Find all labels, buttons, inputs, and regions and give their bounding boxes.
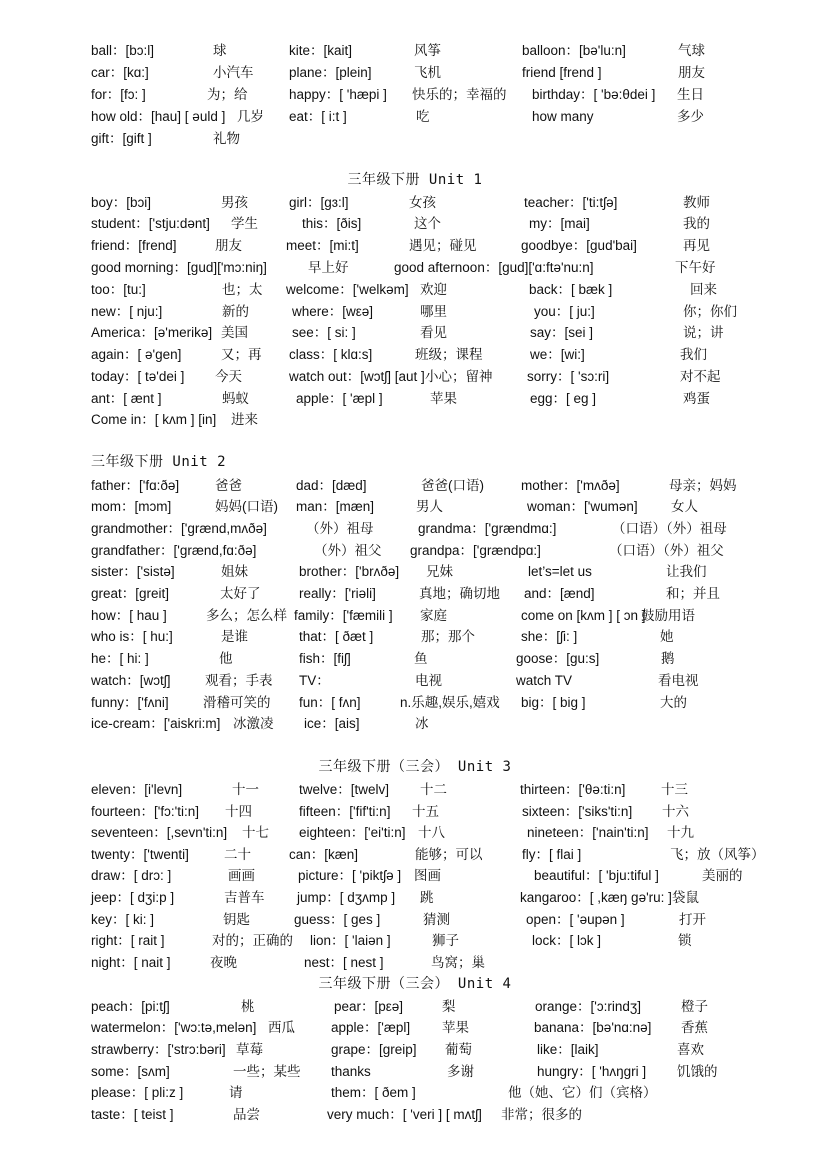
vocab-row — [0, 1018, 830, 1038]
chinese-meaning: 吃 — [416, 109, 430, 124]
unit-heading: 三年级下册（三会） Unit 3 — [318, 759, 512, 775]
chinese-meaning: 西瓜 — [268, 1020, 295, 1035]
vocab-row — [0, 41, 830, 61]
english-word-kangaroo-k-g-ru: kangaroo：[ ,kæŋ gə'ru: ] — [520, 890, 672, 905]
chinese-meaning: 十三 — [661, 782, 688, 797]
vocab-row — [0, 802, 830, 822]
chinese-meaning: 飞；放（风筝） — [670, 847, 765, 862]
chinese-meaning: 十四 — [225, 804, 252, 819]
chinese-meaning: 吉普车 — [224, 890, 265, 905]
vocab-row — [0, 845, 830, 865]
chinese-meaning: 球 — [213, 43, 227, 58]
english-word-welcome-welk-m: welcome：['welkəm] — [286, 282, 409, 297]
english-word-come-in-k-m-in: Come in：[ kʌm ] [in] — [91, 412, 217, 427]
chinese-meaning: 母亲；妈妈 — [669, 478, 737, 493]
english-word-apple-pl: apple：[ 'æpl ] — [296, 391, 383, 406]
english-word-eleven-i-levn: eleven：[i'levn] — [91, 782, 183, 797]
english-word-key-ki: key：[ ki: ] — [91, 912, 155, 927]
chinese-meaning: 真地；确切地 — [419, 586, 500, 601]
vocab-row — [0, 1040, 830, 1060]
english-word-goose-gu-s: goose：[gu:s] — [516, 651, 600, 666]
english-word-banana-b-n-n: banana：[bə'nɑ:nə] — [534, 1020, 652, 1035]
english-word-friend-frend: friend：[frend] — [91, 238, 177, 253]
chinese-meaning: 图画 — [414, 868, 441, 883]
english-word-friend-frend: friend [frend ] — [522, 65, 602, 80]
chinese-meaning: （口语）（外）祖父 — [609, 543, 724, 558]
english-word-grandpa-gr-ndp: grandpa：['grændpɑ:] — [410, 543, 541, 558]
english-word-guess-ges: guess：[ ges ] — [294, 912, 381, 927]
chinese-meaning: 姐妹 — [221, 564, 248, 579]
chinese-meaning: 欢迎 — [420, 282, 447, 297]
chinese-meaning: 夜晚 — [210, 955, 237, 970]
english-word-grandma-gr-ndm: grandma：['grændmɑ:] — [418, 521, 557, 536]
chinese-meaning: 喜欢 — [677, 1042, 704, 1057]
english-word-happy-h-pi: happy：[ 'hæpi ] — [289, 87, 387, 102]
chinese-meaning: 今天 — [215, 369, 242, 384]
chinese-meaning: 饥饿的 — [677, 1064, 718, 1079]
english-word-for-f: for：[fɔ: ] — [91, 87, 146, 102]
english-word-father-f: father：['fɑ:ðə] — [91, 478, 180, 493]
chinese-meaning: 男孩 — [221, 195, 248, 210]
unit-heading: 三年级下册 Unit 1 — [347, 172, 483, 188]
chinese-meaning: 哪里 — [420, 304, 447, 319]
english-word-fifteen-fif-ti-n: fifteen：['fif'ti:n] — [299, 804, 391, 819]
chinese-meaning: 苹果 — [430, 391, 457, 406]
chinese-meaning: 回来 — [690, 282, 717, 297]
english-word-twelve-twelv: twelve：[twelv] — [299, 782, 390, 797]
chinese-meaning: 能够；可以 — [415, 847, 483, 862]
english-word-right-rait: right：[ rait ] — [91, 933, 165, 948]
vocab-row — [0, 1105, 830, 1125]
english-word-funny-f-ni: funny：['fʌni] — [91, 695, 169, 710]
chinese-meaning: 画画 — [228, 868, 255, 883]
english-word-my-mai: my：[mai] — [529, 216, 590, 231]
english-word-eat-i-t: eat：[ i:t ] — [289, 109, 347, 124]
english-word-grandmother-gr-nd-m: grandmother：['grænd,mʌðə] — [91, 521, 267, 536]
chinese-meaning: 快乐的；幸福的 — [412, 87, 507, 102]
chinese-meaning: 二十 — [224, 847, 251, 862]
english-word-man-m-n: man：[mæn] — [296, 499, 375, 514]
chinese-meaning: 苹果 — [442, 1020, 469, 1035]
chinese-meaning: 冰 — [415, 716, 429, 731]
chinese-meaning: 美丽的 — [702, 868, 743, 883]
english-word-today-t-dei: today：[ tə'dei ] — [91, 369, 185, 384]
english-word-watch-tv: watch TV — [516, 673, 573, 688]
vocab-row — [0, 780, 830, 800]
english-word-gift-gift: gift：[gift ] — [91, 131, 152, 146]
chinese-meaning: 多么；怎么样 — [206, 608, 287, 623]
english-word-say-sei: say：[sei ] — [530, 325, 594, 340]
english-word-kite-kait: kite：[kait] — [289, 43, 353, 58]
chinese-meaning: 生日 — [677, 87, 704, 102]
english-word-good-afternoon-gud-ft-nu-n: good afternoon：[gud]['ɑ:ftə'nu:n] — [394, 260, 594, 275]
vocab-row — [0, 866, 830, 886]
english-word-car-k: car：[kɑ:] — [91, 65, 149, 80]
english-word-class-kl-s: class：[ klɑ:s] — [289, 347, 373, 362]
chinese-meaning: 冰激凌 — [233, 716, 274, 731]
english-word-taste-teist: taste：[ teist ] — [91, 1107, 174, 1122]
english-word-lock-l-k: lock：[ lɔk ] — [532, 933, 602, 948]
chinese-meaning: 桃 — [241, 999, 255, 1014]
chinese-meaning: 朋友 — [678, 65, 705, 80]
vocab-row — [0, 562, 830, 582]
chinese-meaning: 朋友 — [215, 238, 242, 253]
chinese-meaning: 遇见；碰见 — [409, 238, 477, 253]
chinese-meaning: 她 — [660, 629, 674, 644]
english-word-brother-br: brother：['brʌðə] — [299, 564, 400, 579]
english-word-watermelon-w-t-mel-n: watermelon：['wɔ:tə,melən] — [91, 1020, 257, 1035]
chinese-meaning: 梨 — [442, 999, 456, 1014]
chinese-meaning: 班级；课程 — [415, 347, 483, 362]
english-word-open-up-n: open：[ 'əupən ] — [526, 912, 625, 927]
chinese-meaning: 教师 — [683, 195, 710, 210]
english-word-this-is: this：[ðis] — [302, 216, 362, 231]
english-word-fish-fi: fish：[fiʃ] — [299, 651, 351, 666]
chinese-meaning: 看见 — [420, 325, 447, 340]
chinese-meaning: 是谁 — [221, 629, 248, 644]
english-word-like-laik: like：[laik] — [537, 1042, 599, 1057]
english-word-picture-pikt: picture：[ 'piktʃə ] — [298, 868, 402, 883]
english-word-thirteen-ti-n: thirteen：['θə:ti:n] — [520, 782, 626, 797]
chinese-meaning: 学生 — [231, 216, 258, 231]
english-word-ant-nt: ant：[ ænt ] — [91, 391, 162, 406]
chinese-meaning: 葡萄 — [445, 1042, 472, 1057]
english-word-america-merik: America：[ə'merikə] — [91, 325, 213, 340]
chinese-meaning: 妈妈(口语) — [215, 499, 278, 514]
chinese-meaning: 钥匙 — [223, 912, 250, 927]
chinese-meaning: 说；讲 — [683, 325, 724, 340]
chinese-meaning: 多谢 — [447, 1064, 474, 1079]
chinese-meaning: 小心；留神 — [425, 369, 493, 384]
english-word-who-is-hu: who is：[ hu:] — [91, 629, 173, 644]
vocab-row — [0, 476, 830, 496]
chinese-meaning: 非常；很多的 — [501, 1107, 582, 1122]
chinese-meaning: 那；那个 — [421, 629, 475, 644]
chinese-meaning: 对不起 — [680, 369, 721, 384]
english-word-new-nju: new：[ nju:] — [91, 304, 163, 319]
vocab-row — [0, 541, 830, 561]
chinese-meaning: 这个 — [414, 216, 441, 231]
vocab-row — [0, 823, 830, 843]
english-word-plane-plein: plane：[plein] — [289, 65, 372, 80]
english-word-fly-flai: fly：[ flai ] — [522, 847, 582, 862]
english-word-how-old-hau-uld: how old：[hau] [ əuld ] — [91, 109, 226, 124]
english-word-teacher-ti-t: teacher：['ti:tʃə] — [524, 195, 618, 210]
english-word-balloon-b-lu-n: balloon：[bə'lu:n] — [522, 43, 626, 58]
chinese-meaning: 为；给 — [207, 87, 248, 102]
chinese-meaning: 狮子 — [432, 933, 459, 948]
vocab-row — [0, 627, 830, 647]
chinese-meaning: 蚂蚁 — [222, 391, 249, 406]
chinese-meaning: 女人 — [671, 499, 698, 514]
vocab-row — [0, 997, 830, 1017]
english-word-peach-pi-t: peach：[pi:tʃ] — [91, 999, 170, 1014]
english-word-where-w: where：[wεə] — [292, 304, 374, 319]
chinese-meaning: 我们 — [680, 347, 707, 362]
vocab-row — [0, 519, 830, 539]
english-word-beautiful-bju-tiful: beautiful：[ 'bju:tiful ] — [534, 868, 659, 883]
chinese-meaning: 十五 — [412, 804, 439, 819]
english-word-apple-pl: apple：['æpl] — [331, 1020, 411, 1035]
english-word-fourteen-f-ti-n: fourteen：['fɔ:'ti:n] — [91, 804, 199, 819]
english-word-family-f-mili: family：['fæmili ] — [294, 608, 393, 623]
vocab-row — [0, 693, 830, 713]
english-word-fun-f-n: fun：[ fʌn] — [299, 695, 361, 710]
chinese-meaning: 他 — [219, 651, 233, 666]
english-word-some-s-m: some：[sʌm] — [91, 1064, 170, 1079]
chinese-meaning: 大的 — [660, 695, 687, 710]
chinese-meaning: 十八 — [418, 825, 445, 840]
english-word-too-tu: too：[tu:] — [91, 282, 146, 297]
english-word-strawberry-str-b-ri: strawberry：['strɔ:bəri] — [91, 1042, 226, 1057]
vocab-row — [0, 953, 830, 973]
english-word-and-nd: and：[ænd] — [524, 586, 595, 601]
chinese-meaning: 进来 — [231, 412, 258, 427]
english-word-pear-p: pear：[pεə] — [334, 999, 404, 1014]
english-word-we-wi: we：[wi:] — [530, 347, 585, 362]
vocab-row — [0, 258, 830, 278]
chinese-meaning: 气球 — [678, 43, 705, 58]
english-word-good-morning-gud-m-ni: good morning：[gud]['mɔ:niŋ] — [91, 260, 267, 275]
chinese-meaning: 多少 — [677, 109, 704, 124]
vocab-row — [0, 1083, 830, 1103]
chinese-meaning: 对的；正确的 — [212, 933, 293, 948]
chinese-meaning: 家庭 — [420, 608, 447, 623]
vocab-row — [0, 107, 830, 127]
vocab-row — [0, 193, 830, 213]
english-word-please-pli-z: please：[ pli:z ] — [91, 1085, 184, 1100]
english-word-boy-b-i: boy：[bɔi] — [91, 195, 152, 210]
chinese-meaning: 请 — [229, 1085, 243, 1100]
vocab-row — [0, 714, 830, 734]
chinese-meaning: 又；再 — [221, 347, 262, 362]
chinese-meaning: 十七 — [242, 825, 269, 840]
vocab-row — [0, 214, 830, 234]
chinese-meaning: 草莓 — [236, 1042, 263, 1057]
chinese-meaning: 小汽车 — [213, 65, 254, 80]
english-word-orange-rind: orange：['ɔ:rindʒ] — [535, 999, 641, 1014]
chinese-meaning: 品尝 — [233, 1107, 260, 1122]
chinese-meaning: 飞机 — [414, 65, 441, 80]
english-word-she-i: she：[ʃi: ] — [521, 629, 578, 644]
chinese-meaning: 鱼 — [414, 651, 428, 666]
vocab-row — [0, 236, 830, 256]
english-word-watch-out-w-t-aut: watch out：[wɔtʃ] [aut ] — [289, 369, 425, 384]
chinese-meaning: 观看；手表 — [205, 673, 273, 688]
english-word-how-hau: how：[ hau ] — [91, 608, 167, 623]
english-word-back-b-k: back：[ bæk ] — [529, 282, 613, 297]
english-word-you-ju: you：[ ju:] — [534, 304, 595, 319]
chinese-meaning: 看电视 — [658, 673, 699, 688]
english-word-ice-ais: ice：[ais] — [304, 716, 360, 731]
chinese-meaning: 风筝 — [414, 43, 441, 58]
english-word-tv: TV： — [299, 673, 330, 688]
chinese-meaning: 也；太 — [222, 282, 263, 297]
chinese-meaning: 男人 — [416, 499, 443, 514]
english-word-jump-d-mp: jump：[ dʒʌmp ] — [297, 890, 396, 905]
chinese-meaning: 兄妹 — [426, 564, 453, 579]
english-word-egg-eg: egg：[ eg ] — [530, 391, 597, 406]
english-word-girl-g-l: girl：[gɜ:l] — [289, 195, 349, 210]
english-word-great-greit: great：[greit] — [91, 586, 170, 601]
english-word-goodbye-gud-bai: goodbye：[gud'bai] — [521, 238, 637, 253]
english-word-see-si: see：[ si: ] — [292, 325, 356, 340]
vocab-row — [0, 367, 830, 387]
chinese-meaning: 几岁 — [237, 109, 264, 124]
chinese-meaning: 鼓励用语 — [641, 608, 695, 623]
chinese-meaning: 猜测 — [423, 912, 450, 927]
english-word-seventeen-sevn-ti-n: seventeen：[,sevn'ti:n] — [91, 825, 228, 840]
vocab-row — [0, 1062, 830, 1082]
chinese-meaning: 锁 — [678, 933, 692, 948]
chinese-meaning: 再见 — [683, 238, 710, 253]
vocab-row — [0, 931, 830, 951]
chinese-meaning: 打开 — [679, 912, 706, 927]
chinese-meaning: 十六 — [662, 804, 689, 819]
english-word-hungry-h-gri: hungry：[ 'hʌŋgri ] — [537, 1064, 647, 1079]
chinese-meaning: 我的 — [683, 216, 710, 231]
chinese-meaning: 礼物 — [213, 131, 240, 146]
english-word-nineteen-nain-ti-n: nineteen：['nain'ti:n] — [527, 825, 649, 840]
english-word-thanks: thanks — [331, 1064, 371, 1079]
chinese-meaning: 和；并且 — [666, 586, 720, 601]
chinese-meaning: 橙子 — [681, 999, 708, 1014]
english-word-come-on-k-m-n: come on [kʌm ] [ ɔn ] — [521, 608, 646, 623]
english-word-draw-dr: draw：[ drɔ: ] — [91, 868, 172, 883]
english-word-student-stju-d-nt: student：['stju:dənt] — [91, 216, 210, 231]
chinese-meaning: 爸爸(口语) — [421, 478, 484, 493]
unit-heading: 三年级下册（三会） Unit 4 — [318, 976, 512, 992]
chinese-meaning: 女孩 — [409, 195, 436, 210]
vocab-row — [0, 302, 830, 322]
chinese-meaning: （口语）（外）祖母 — [612, 521, 727, 536]
chinese-meaning: 美国 — [221, 325, 248, 340]
vocab-row — [0, 345, 830, 365]
chinese-meaning: （外）祖母 — [306, 521, 374, 536]
english-word-meet-mi-t: meet：[mi:t] — [286, 238, 359, 253]
english-word-sixteen-siks-ti-n: sixteen：['siks'ti:n] — [522, 804, 633, 819]
english-word-really-ri-li: really：['riəli] — [299, 586, 376, 601]
english-word-he-hi: he：[ hi: ] — [91, 651, 149, 666]
vocab-row — [0, 497, 830, 517]
english-word-grape-greip: grape：[greip] — [331, 1042, 417, 1057]
chinese-meaning: 十一 — [232, 782, 259, 797]
chinese-meaning: 十二 — [420, 782, 447, 797]
vocab-row — [0, 389, 830, 409]
chinese-meaning: 鸡蛋 — [683, 391, 710, 406]
english-word-jeep-d-i-p: jeep：[ dʒi:p ] — [91, 890, 175, 905]
english-word-ball-b-l: ball：[bɔ:l] — [91, 43, 155, 58]
chinese-meaning: 新的 — [222, 304, 249, 319]
chinese-meaning: 鹅 — [661, 651, 675, 666]
vocab-row — [0, 323, 830, 343]
chinese-meaning: 香蕉 — [681, 1020, 708, 1035]
chinese-meaning: 太好了 — [220, 586, 261, 601]
chinese-meaning: 你；你们 — [683, 304, 737, 319]
vocab-row — [0, 280, 830, 300]
unit-heading: 三年级下册 Unit 2 — [91, 454, 227, 470]
vocab-row — [0, 129, 830, 149]
english-word-eighteen-ei-ti-n: eighteen：['ei'ti:n] — [299, 825, 406, 840]
english-word-mother-m: mother：['mʌðə] — [521, 478, 620, 493]
english-word-mom-m-m: mom：[mɔm] — [91, 499, 172, 514]
chinese-meaning: 爸爸 — [215, 478, 242, 493]
vocab-row — [0, 910, 830, 930]
vocab-row — [0, 888, 830, 908]
vocab-row — [0, 63, 830, 83]
vocab-row — [0, 671, 830, 691]
english-word-woman-wum-n: woman：['wumən] — [527, 499, 638, 514]
english-word-birthday-b-dei: birthday：[ 'bə:θdei ] — [532, 87, 656, 102]
vocab-row — [0, 649, 830, 669]
chinese-meaning: 下午好 — [675, 260, 716, 275]
english-word-big-big: big：[ big ] — [521, 695, 586, 710]
chinese-meaning: 电视 — [415, 673, 442, 688]
english-word-that-t: that：[ ðæt ] — [299, 629, 374, 644]
english-word-sorry-s-ri: sorry：[ 'sɔ:ri] — [527, 369, 610, 384]
english-word-again-gen: again：[ ə'gen] — [91, 347, 182, 362]
english-word-how-many: how many — [532, 109, 594, 124]
chinese-meaning: 鸟窝；巢 — [431, 955, 485, 970]
english-word-nest-nest: nest：[ nest ] — [304, 955, 384, 970]
english-word-let-s-let-us: let’s=let us — [528, 564, 592, 579]
english-word-sister-sist: sister：['sistə] — [91, 564, 175, 579]
english-word-very-much-veri-m-t: very much：[ 'veri ] [ mʌtʃ] — [327, 1107, 482, 1122]
english-word-night-nait: night：[ nait ] — [91, 955, 171, 970]
chinese-meaning: n.乐趣,娱乐,嬉戏 — [400, 695, 500, 710]
english-word-watch-w-t: watch：[wɔtʃ] — [91, 673, 171, 688]
vocab-row — [0, 606, 830, 626]
english-word-ice-cream-aiskri-m: ice-cream：['aiskri:m] — [91, 716, 221, 731]
english-word-twenty-twenti: twenty：['twenti] — [91, 847, 189, 862]
chinese-meaning: 让我们 — [666, 564, 707, 579]
chinese-meaning: 十九 — [667, 825, 694, 840]
chinese-meaning: 早上好 — [308, 260, 349, 275]
chinese-meaning: 跳 — [420, 890, 434, 905]
chinese-meaning: 滑稽可笑的 — [203, 695, 271, 710]
english-word-grandfather-gr-nd-f: grandfather：['grænd,fɑ:ðə] — [91, 543, 257, 558]
vocab-row — [0, 85, 830, 105]
chinese-meaning: 一些；某些 — [233, 1064, 301, 1079]
english-word-dad-d-d: dad：[dæd] — [296, 478, 367, 493]
chinese-meaning: 他（她、它）们（宾格） — [508, 1085, 657, 1100]
chinese-meaning: （外）祖父 — [314, 543, 382, 558]
vocab-row — [0, 584, 830, 604]
vocab-row — [0, 410, 830, 430]
english-word-them-em: them：[ ðem ] — [331, 1085, 416, 1100]
english-word-can-k-n: can：[kæn] — [289, 847, 359, 862]
chinese-meaning: 袋鼠 — [672, 890, 699, 905]
english-word-lion-lai-n: lion：[ 'laiən ] — [310, 933, 391, 948]
